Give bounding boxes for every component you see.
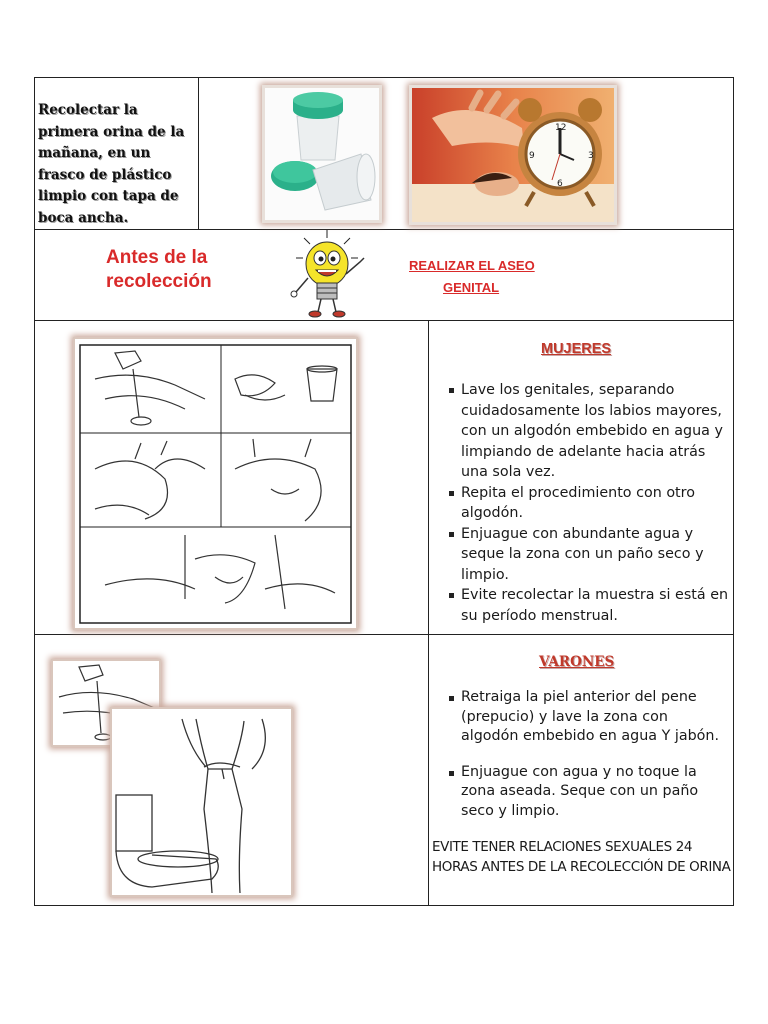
men-instruction-list — [447, 688, 729, 821]
svg-text:3: 3 — [588, 151, 594, 161]
abstinence-warning: EVITE TENER RELACIONES SEXUALES 24 HORAS ANTES DE LA RECOLECCIÓN DE ORINA — [432, 839, 731, 875]
list-item: Repita el procedimiento con otro algodón. — [447, 483, 729, 524]
man-toilet-icon — [112, 709, 291, 895]
list-item: Evite recolectar la muestra si está en su período menstrual. — [447, 585, 729, 626]
list-item: Lave los genitales, separando cuidadosamente los labios mayores, con un algodón embebido en agua y limpiando de adelante hacia atrás una sola vez. — [447, 380, 729, 483]
women-steps-illustration — [73, 337, 358, 630]
sample-containers-illustration — [265, 88, 379, 220]
women-section-title: MUJERES — [541, 341, 612, 357]
bulb-mascot — [288, 228, 366, 320]
genital-hygiene-instruction-line1: REALIZAR EL ASEO — [409, 258, 535, 273]
before-heading-line1: Antes de la — [106, 247, 208, 268]
before-heading-line2: recolección — [106, 271, 212, 292]
alarm-clock-illustration — [412, 88, 614, 222]
list-item: Enjuague con abundante agua y seque la zona con un paño seco y limpio. — [447, 524, 729, 586]
men-standing-illustration — [110, 707, 293, 897]
intro-instruction: Recolectar la primera orina de la mañana, en un frasco de plástico limpio con tapa de boca ancha. — [38, 102, 185, 226]
genital-hygiene-instruction-line2: GENITAL — [443, 280, 500, 295]
column-divider — [198, 77, 199, 230]
list-item: Enjuague con agua y no toque la zona aseada. Seque con un paño seco y limpio. — [447, 763, 729, 822]
svg-text:9: 9 — [529, 151, 535, 161]
women-hygiene-steps-icon — [75, 339, 356, 628]
women-instruction-list — [447, 380, 729, 626]
lightbulb-icon — [288, 228, 366, 320]
row-divider — [34, 229, 734, 230]
row-divider — [34, 634, 734, 635]
svg-text:12: 12 — [555, 123, 567, 133]
svg-text:6: 6 — [557, 179, 563, 189]
men-section-title: VARONES — [539, 654, 615, 670]
list-item: Retraiga la piel anterior del pene (prepucio) y lave la zona con algodón embebido en agua Y jabón. — [447, 688, 729, 747]
before-collection-heading — [106, 246, 212, 294]
column-divider — [428, 320, 429, 906]
alarm-photo — [409, 85, 617, 225]
row-divider — [34, 320, 734, 321]
containers-photo — [262, 85, 382, 223]
